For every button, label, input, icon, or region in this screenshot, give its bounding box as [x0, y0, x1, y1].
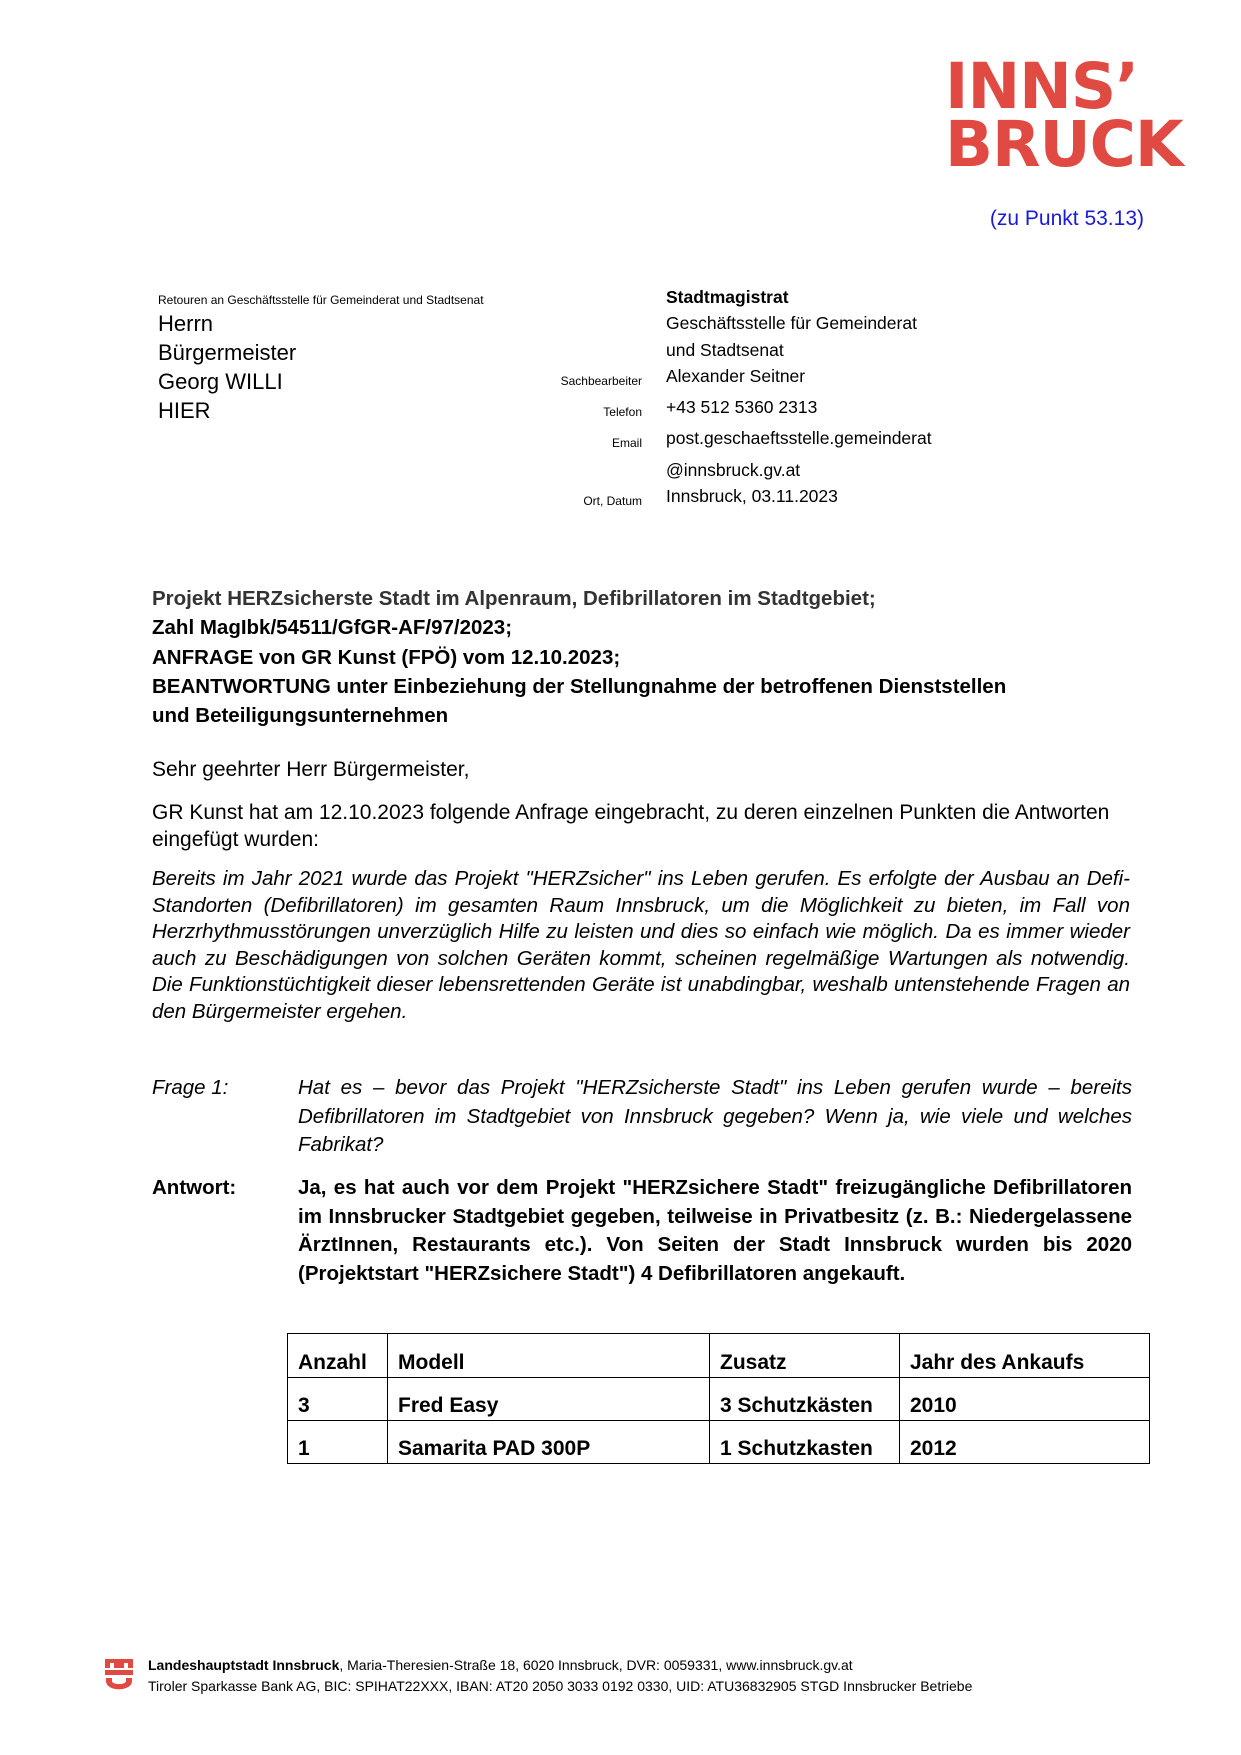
subject-line: ANFRAGE von GR Kunst (FPÖ) vom 12.10.2023; — [152, 645, 621, 669]
question-text: Hat es – bevor das Projekt "HERZsicherste Stadt" ins Leben gerufen wurde – bereits Defibrillatoren im Stadtgebiet von Innsbruck gegeben? Wenn ja, wie viele und welches Fabrikat? — [298, 1076, 1132, 1157]
sender-department: Geschäftsstelle für Gemeinderat — [666, 313, 917, 334]
footer-address: , Maria-Theresien-Straße 18, 6020 Innsbruck, DVR: 0059331, www.innsbruck.gv.at — [339, 1657, 853, 1673]
table-header: Jahr des Ankaufs — [900, 1334, 1150, 1378]
logo-line-2: BRUCK — [945, 108, 1183, 181]
agenda-reference: (zu Punkt 53.13) — [989, 207, 1144, 230]
date-label: Ort, Datum — [583, 494, 642, 509]
subject-line: Projekt HERZsicherste Stadt im Alpenraum, Defibrillatoren im Stadtgebiet; — [152, 587, 876, 610]
recipient-line: Georg WILLI — [158, 369, 283, 394]
subject-line: BEANTWORTUNG unter Einbeziehung der Stellungnahme der betroffenen Dienststellen — [152, 674, 1007, 698]
table-header-row — [288, 1334, 1150, 1378]
recipient-line: Herrn — [158, 311, 214, 336]
logo-line-1: INNS’ — [945, 50, 1139, 123]
footer-org: Landeshauptstadt Innsbruck — [148, 1657, 340, 1673]
table-cell: 3 — [288, 1378, 388, 1421]
question-1 — [152, 1074, 1132, 1160]
table-cell: 1 — [288, 1421, 388, 1464]
email-label: Email — [611, 436, 642, 451]
return-address-line: Retouren an Geschäftsstelle für Gemeinderat und Stadtsenat — [158, 293, 484, 307]
city-emblem-icon — [104, 1657, 134, 1691]
email-address[interactable]: post.geschaeftsstelle.gemeinderat — [666, 428, 932, 449]
recipient-address — [158, 309, 296, 425]
innsbruck-logo — [945, 50, 1185, 181]
answer-label: Antwort: — [152, 1176, 237, 1199]
table-cell: Samarita PAD 300P — [388, 1421, 710, 1464]
sender-office: Stadtmagistrat — [666, 287, 789, 307]
phone-label: Telefon — [603, 405, 642, 420]
greeting: Sehr geehrter Herr Bürgermeister, — [152, 758, 470, 781]
answer-1 — [152, 1174, 1132, 1288]
table-cell: Fred Easy — [388, 1378, 710, 1421]
clerk-label: Sachbearbeiter — [560, 373, 642, 388]
table-cell: 2012 — [900, 1421, 1150, 1464]
table-header: Zusatz — [710, 1334, 900, 1378]
table-header: Anzahl — [288, 1334, 388, 1378]
intro-paragraph: GR Kunst hat am 12.10.2023 folgende Anfrage eingebracht, zu deren einzelnen Punkten die Antworten eingefügt wurden: — [152, 801, 1110, 851]
table-cell: 1 Schutzkasten — [710, 1421, 900, 1464]
table-header: Modell — [388, 1334, 710, 1378]
table-row — [288, 1421, 1150, 1464]
clerk-name: Alexander Seitner — [666, 365, 806, 386]
recipient-line: HIER — [158, 398, 211, 423]
table-cell: 2010 — [900, 1378, 1150, 1421]
sender-block — [560, 284, 1080, 514]
email-address-cont[interactable]: @innsbruck.gv.at — [666, 459, 801, 480]
answer-text: Ja, es hat auch vor dem Projekt "HERZsichere Stadt" freizugängliche Defibrillatoren im Innsbrucker Stadtgebiet gegeben, teilweise in Privatbesitz (z. B.: Niedergelassene ÄrztInnen, Restaurants etc.). Von Seiten der Stadt Innsbruck wurden bis 2020 (Projektstart "HERZsichere Stadt") 4 Defibrillatoren angekauft. — [298, 1176, 1132, 1285]
footer-bank: Tiroler Sparkasse Bank AG, BIC: SPIHAT22XXX, IBAN: AT20 2050 3033 0192 0330, UID: ATU36832905 STGD Innsbrucker Betriebe — [148, 1678, 973, 1694]
sender-department-cont: und Stadtsenat — [666, 339, 784, 360]
table-cell: 3 Schutzkästen — [710, 1378, 900, 1421]
defibrillator-table — [287, 1333, 1150, 1464]
subject-line: Zahl MagIbk/54511/GfGR-AF/97/2023; — [152, 616, 513, 640]
inquiry-quote: Bereits im Jahr 2021 wurde das Projekt "HERZsicher" ins Leben gerufen. Es erfolgte der Ausbau an Defi-Standorten (Defibrillatoren) im gesamten Raum Innsbruck, um die Möglichkeit zu bieten, im Fall von Herzrhythmusstörungen unverzüglich Hilfe zu leisten und dies so einfach wie möglich. Da es immer wieder auch zu Beschädigungen von solchen Geräten kommt, scheinen regelmäßige Wartungen als notwendig. Die Funktionstüchtigkeit dieser lebensrettenden Geräte ist unabdingbar, weshalb untenstehende Fragen an den Bürgermeister ergehen. — [152, 867, 1130, 1023]
place-date: Innsbruck, 03.11.2023 — [666, 486, 838, 507]
phone-number[interactable]: +43 512 5360 2313 — [666, 397, 818, 418]
recipient-line: Bürgermeister — [158, 340, 297, 365]
subject-line: und Beteiligungsunternehmen — [152, 704, 449, 728]
question-label: Frage 1: — [152, 1076, 229, 1099]
subject-block — [152, 584, 1142, 730]
table-row — [288, 1378, 1150, 1421]
